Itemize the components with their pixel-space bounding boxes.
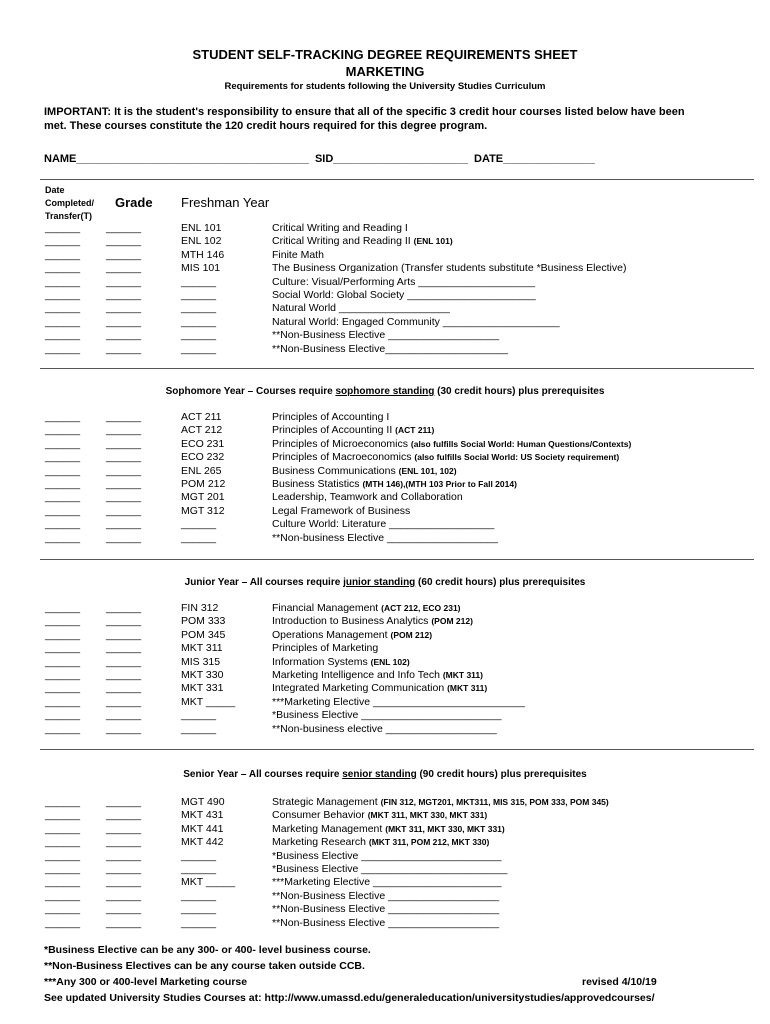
footnote-url[interactable]: See updated University Studies Courses at: http://www.umassd.edu/generaleducation/universitystudies/approvedcourses/: [44, 992, 655, 1004]
course-row: [0, 890, 770, 904]
course-title: Principles of Macroeconomics: [272, 451, 415, 464]
course-title: ***Marketing Elective ______________________: [272, 876, 502, 889]
course-name: [272, 329, 499, 343]
course-row: [0, 316, 770, 330]
course-row: [0, 669, 770, 683]
course-code: MKT 441: [181, 822, 224, 835]
date-completed-field[interactable]: ______: [45, 642, 81, 655]
course-name: [272, 491, 463, 505]
date-completed-field[interactable]: ______: [45, 916, 81, 929]
course-title: Business Statistics: [272, 478, 363, 490]
course-name: [272, 682, 487, 696]
course-row: [0, 629, 770, 643]
grade-field[interactable]: ______: [106, 836, 142, 849]
course-name: [272, 465, 457, 479]
course-row: [0, 615, 770, 629]
grade-field[interactable]: ______: [106, 722, 142, 735]
course-title: Natural World ___________________: [272, 302, 450, 315]
course-name: [272, 262, 626, 276]
page-subtitle: Requirements for students following the University Studies Curriculum: [224, 81, 546, 92]
course-name: [272, 615, 473, 629]
course-row: [0, 222, 770, 236]
important-line-1: IMPORTANT: It is the student's responsibility to ensure that all of the specific 3 credit hour courses listed below have been: [44, 106, 685, 118]
course-code: FIN 312: [181, 602, 219, 614]
date-completed-field[interactable]: ______: [45, 695, 81, 708]
course-code: ______: [181, 315, 217, 328]
grade-field[interactable]: ______: [106, 478, 142, 490]
grade-field[interactable]: ______: [106, 491, 142, 504]
course-title: **Non-Business Elective ___________________: [272, 889, 500, 902]
important-line-2: met. These courses constitute the 120 credit hours required for this degree program.: [44, 120, 488, 132]
course-row: [0, 276, 770, 290]
grade-field[interactable]: ______: [106, 615, 142, 628]
course-title: Strategic Management: [272, 796, 381, 808]
major-title: MARKETING: [345, 64, 425, 79]
course-code: ENL 102: [181, 235, 222, 248]
course-name: [272, 890, 499, 904]
course-name: [272, 863, 507, 877]
course-row: [0, 262, 770, 276]
course-code: ______: [181, 709, 217, 722]
course-row: [0, 850, 770, 864]
course-code: POM 345: [181, 628, 226, 641]
course-code: ENL 101: [181, 222, 222, 234]
grade-field[interactable]: ______: [106, 531, 142, 544]
course-code: ______: [181, 518, 217, 531]
course-row: [0, 823, 770, 837]
freshman-heading: Freshman Year: [181, 195, 270, 210]
course-name: [272, 876, 501, 890]
course-name: [272, 850, 501, 864]
grade-field[interactable]: ______: [106, 315, 142, 328]
divider: [40, 559, 754, 560]
course-prerequisite: (ACT 211): [395, 425, 435, 436]
course-name: [272, 478, 517, 492]
course-code: ______: [181, 889, 217, 902]
grade-field[interactable]: ______: [106, 424, 142, 437]
date-completed-field[interactable]: ______: [45, 289, 81, 301]
course-prerequisite: (MKT 311, POM 212, MKT 330): [368, 837, 490, 848]
course-row: [0, 682, 770, 696]
date-completed-field[interactable]: ______: [45, 411, 81, 423]
course-title: **Non-Business Elective ___________________: [272, 903, 500, 916]
grade-field[interactable]: ______: [106, 235, 142, 248]
course-name: [272, 602, 461, 616]
date-completed-field[interactable]: ______: [45, 615, 81, 628]
grade-field[interactable]: ______: [106, 849, 142, 862]
course-code: POM 212: [181, 478, 226, 490]
grade-field[interactable]: ______: [106, 822, 142, 835]
date-completed-field[interactable]: ______: [45, 424, 81, 437]
course-title: Consumer Behavior: [272, 809, 368, 822]
course-row: [0, 863, 770, 877]
course-title: **Non-Business Elective ___________________: [272, 329, 500, 342]
course-name: [272, 438, 631, 452]
grade-field[interactable]: ______: [106, 695, 142, 708]
course-title: Social World: Global Society ______________________: [272, 289, 536, 301]
course-title: Critical Writing and Reading II: [272, 235, 414, 248]
course-code: MGT 201: [181, 491, 225, 504]
course-title: Principles of Accounting II: [272, 424, 396, 437]
date-completed-field[interactable]: ______: [45, 491, 81, 504]
grade-field[interactable]: ______: [106, 504, 142, 517]
grade-field[interactable]: ______: [106, 809, 142, 822]
course-code: MIS 101: [181, 262, 221, 275]
course-title: Marketing Management: [272, 822, 386, 835]
course-row: [0, 876, 770, 890]
grade-field[interactable]: ______: [106, 248, 142, 261]
grade-field[interactable]: ______: [106, 464, 142, 477]
course-code: ______: [181, 302, 217, 315]
grade-field[interactable]: ______: [106, 796, 142, 808]
course-title: Marketing Research: [272, 836, 369, 849]
course-code: ______: [181, 916, 217, 929]
date-completed-field[interactable]: ______: [45, 669, 81, 681]
date-completed-field[interactable]: ______: [45, 329, 81, 342]
course-row: [0, 836, 770, 850]
course-name: [272, 451, 619, 465]
divider: [40, 368, 754, 369]
course-code: ______: [181, 849, 217, 862]
course-title: Principles of Microeconomics: [272, 437, 411, 450]
date-completed-field[interactable]: ______: [45, 863, 81, 875]
course-row: [0, 235, 770, 249]
date-completed-field[interactable]: ______: [45, 275, 81, 288]
date-completed-field[interactable]: ______: [45, 464, 81, 477]
grade-field[interactable]: ______: [106, 451, 142, 464]
course-name: [272, 505, 410, 519]
course-prerequisite: (MKT 311, MKT 330, MKT 331): [385, 823, 505, 834]
course-name: [272, 642, 378, 656]
course-name: [272, 235, 453, 249]
course-row: [0, 532, 770, 546]
grade-field[interactable]: ______: [106, 262, 142, 275]
date-completed-field[interactable]: ______: [45, 655, 81, 668]
course-code: ______: [181, 329, 217, 342]
date-completed-field[interactable]: ______: [45, 682, 81, 695]
course-row: [0, 505, 770, 519]
grade-field[interactable]: ______: [106, 889, 142, 902]
course-code: ______: [181, 722, 217, 735]
date-completed-field[interactable]: ______: [45, 709, 81, 722]
course-row: [0, 656, 770, 670]
date-completed-field[interactable]: ______: [45, 518, 81, 531]
course-code: ______: [181, 531, 217, 544]
course-row: [0, 411, 770, 425]
date-completed-field[interactable]: ______: [45, 437, 81, 450]
grade-field[interactable]: ______: [106, 709, 142, 722]
course-code: MKT _____: [181, 695, 236, 708]
grade-field[interactable]: ______: [106, 682, 142, 695]
course-prerequisite: (also fulfills Social World: US Society requirement): [414, 452, 620, 463]
date-completed-field[interactable]: ______: [45, 235, 81, 248]
course-code: ACT 211: [181, 411, 222, 423]
course-row: [0, 796, 770, 810]
course-name: [272, 532, 498, 546]
course-code: POM 333: [181, 615, 226, 628]
course-code: ECO 232: [181, 451, 225, 464]
course-title: Natural World: Engaged Community ____________________: [272, 315, 560, 328]
course-name: [272, 917, 499, 931]
course-prerequisite: (MKT 311): [442, 670, 483, 680]
course-row: [0, 696, 770, 710]
course-prerequisite: (POM 212): [390, 629, 433, 640]
junior-heading: Junior Year – All courses require junior standing (60 credit hours) plus prerequisites: [184, 577, 586, 588]
grade-field[interactable]: ______: [106, 642, 142, 655]
course-name: [272, 629, 432, 643]
course-title: **Non-Business Elective_____________________: [272, 342, 508, 355]
course-code: MKT 330: [181, 669, 224, 681]
grade-field[interactable]: ______: [106, 518, 142, 531]
course-title: Critical Writing and Reading I: [272, 222, 408, 234]
course-title: *Business Elective ________________________: [272, 849, 502, 862]
course-title: Leadership, Teamwork and Collaboration: [272, 491, 463, 504]
course-prerequisite: (ENL 101): [413, 236, 453, 247]
course-row: [0, 249, 770, 263]
course-code: ECO 231: [181, 437, 225, 450]
date-completed-field[interactable]: ______: [45, 222, 81, 234]
grade-col-header: Grade: [115, 195, 153, 210]
course-title: Introduction to Business Analytics: [272, 615, 432, 628]
course-row: [0, 723, 770, 737]
course-name: [272, 696, 525, 710]
date-completed-field[interactable]: ______: [45, 531, 81, 544]
course-row: [0, 518, 770, 532]
course-row: [0, 709, 770, 723]
course-title: **Non-business Elective ___________________: [272, 531, 498, 544]
course-prerequisite: (MKT 311, MKT 330, MKT 331): [367, 810, 488, 821]
course-prerequisite: (MTH 146),(MTH 103 Prior to Fall 2014): [362, 479, 517, 489]
date-completed-field[interactable]: ______: [45, 836, 81, 849]
date-completed-field[interactable]: ______: [45, 903, 81, 916]
grade-field[interactable]: ______: [106, 289, 142, 301]
course-name: [272, 823, 505, 837]
sophomore-heading: Sophomore Year – Courses require sophomore standing (30 credit hours) plus prerequisites: [165, 386, 605, 397]
course-title: Finite Math: [272, 248, 324, 261]
course-code: ______: [181, 863, 217, 875]
course-code: MKT _____: [181, 876, 236, 889]
date-completed-field[interactable]: ______: [45, 302, 81, 315]
course-title: *Business Elective ________________________: [272, 709, 502, 722]
grade-field[interactable]: ______: [106, 876, 142, 889]
date-completed-field[interactable]: ______: [45, 478, 81, 490]
course-title: Marketing Intelligence and Info Tech: [272, 669, 443, 681]
grade-field[interactable]: ______: [106, 437, 142, 450]
course-row: [0, 642, 770, 656]
course-row: [0, 438, 770, 452]
course-title: Business Communications: [272, 464, 399, 477]
course-name: [272, 343, 508, 357]
course-prerequisite: (also fulfills Social World: Human Questions/Contexts): [410, 438, 632, 449]
course-prerequisite: (ACT 212, ECO 231): [381, 603, 461, 613]
date-completed-field[interactable]: ______: [45, 504, 81, 517]
grade-field[interactable]: ______: [106, 222, 142, 234]
course-title: Operations Management: [272, 628, 391, 641]
course-title: *Business Elective _________________________: [272, 863, 508, 875]
date-completed-field[interactable]: ______: [45, 822, 81, 835]
date-col-header-2: Completed/: [45, 198, 95, 208]
course-title: Culture: Visual/Performing Arts ____________________: [272, 275, 536, 288]
course-code: MIS 315: [181, 655, 221, 668]
date-col-header-3: Transfer(T): [45, 211, 93, 221]
course-code: ______: [181, 275, 217, 288]
grade-field[interactable]: ______: [106, 329, 142, 342]
revised-date: revised 4/10/19: [582, 976, 657, 988]
grade-field[interactable]: ______: [106, 411, 142, 423]
grade-field[interactable]: ______: [106, 863, 142, 875]
course-row: [0, 809, 770, 823]
course-row: [0, 289, 770, 303]
course-row: [0, 424, 770, 438]
grade-field[interactable]: ______: [106, 903, 142, 916]
date-completed-field[interactable]: ______: [45, 722, 81, 735]
footnote-business-elective: *Business Elective can be any 300- or 400- level business course.: [44, 944, 371, 956]
date-completed-field[interactable]: ______: [45, 602, 81, 614]
date-completed-field[interactable]: ______: [45, 889, 81, 902]
course-title: **Non-Business Elective ___________________: [272, 916, 500, 929]
date-col-header-1: Date: [45, 185, 65, 195]
course-name: [272, 836, 489, 850]
grade-field[interactable]: ______: [106, 655, 142, 668]
course-title: Principles of Accounting I: [272, 411, 390, 423]
course-code: ACT 212: [181, 424, 223, 437]
grade-field[interactable]: ______: [106, 342, 142, 355]
course-row: [0, 343, 770, 357]
date-completed-field[interactable]: ______: [45, 315, 81, 328]
date-completed-field[interactable]: ______: [45, 342, 81, 355]
course-name: [272, 809, 487, 823]
course-code: ENL 265: [181, 464, 222, 477]
course-title: ***Marketing Elective __________________________: [272, 695, 525, 708]
grade-field[interactable]: ______: [106, 916, 142, 929]
course-code: ______: [181, 289, 217, 301]
grade-field[interactable]: ______: [106, 275, 142, 288]
grade-field[interactable]: ______: [106, 302, 142, 315]
course-title: Integrated Marketing Communication: [272, 682, 448, 695]
course-name: [272, 424, 434, 438]
date-completed-field[interactable]: ______: [45, 849, 81, 862]
course-title: The Business Organization (Transfer students substitute *Business Elective): [272, 262, 627, 275]
course-code: MTH 146: [181, 248, 225, 261]
course-code: MKT 431: [181, 809, 224, 822]
course-prerequisite: (FIN 312, MGT201, MKT311, MIS 315, POM 333, POM 345): [380, 797, 609, 807]
date-completed-field[interactable]: ______: [45, 628, 81, 641]
course-name: [272, 289, 536, 303]
course-code: MGT 312: [181, 504, 225, 517]
course-code: ______: [181, 903, 217, 916]
course-name: [272, 518, 494, 532]
course-code: ______: [181, 342, 217, 355]
course-name: [272, 302, 450, 316]
divider: [40, 179, 754, 180]
date-completed-field[interactable]: ______: [45, 248, 81, 261]
course-row: [0, 491, 770, 505]
course-title: **Non-business elective ___________________: [272, 722, 497, 735]
course-row: [0, 903, 770, 917]
name-sid-date-fields[interactable]: NAME______________________________________ SID______________________ DATE_______________: [44, 153, 595, 165]
course-name: [272, 656, 410, 670]
course-code: MGT 490: [181, 796, 225, 808]
footnote-marketing-elective: ***Any 300 or 400-level Marketing course: [44, 976, 248, 988]
course-name: [272, 222, 408, 236]
course-row: [0, 917, 770, 931]
course-name: [272, 903, 499, 917]
course-row: [0, 302, 770, 316]
course-name: [272, 669, 483, 683]
course-row: [0, 465, 770, 479]
course-title: Financial Management: [272, 602, 382, 614]
course-title: Information Systems: [272, 655, 371, 668]
date-completed-field[interactable]: ______: [45, 262, 81, 275]
date-completed-field[interactable]: ______: [45, 451, 81, 464]
course-name: [272, 411, 389, 425]
course-prerequisite: (MKT 311): [447, 683, 488, 694]
course-row: [0, 602, 770, 616]
course-prerequisite: (ENL 102): [370, 656, 410, 667]
date-completed-field[interactable]: ______: [45, 809, 81, 822]
grade-field[interactable]: ______: [106, 669, 142, 681]
course-code: MKT 331: [181, 682, 224, 695]
course-name: [272, 709, 501, 723]
course-name: [272, 723, 497, 737]
course-row: [0, 329, 770, 343]
divider: [40, 749, 754, 750]
senior-heading: Senior Year – All courses require senior standing (90 credit hours) plus prerequisites: [183, 769, 587, 780]
footnote-non-business-elective: **Non-Business Electives can be any course taken outside CCB.: [44, 960, 365, 972]
course-code: MKT 311: [181, 642, 223, 655]
course-name: [272, 249, 324, 263]
date-completed-field[interactable]: ______: [45, 796, 81, 808]
grade-field[interactable]: ______: [106, 602, 142, 614]
date-completed-field[interactable]: ______: [45, 876, 81, 889]
course-title: Principles of Marketing: [272, 642, 379, 655]
course-row: [0, 451, 770, 465]
course-name: [272, 276, 535, 290]
course-title: Culture World: Literature __________________: [272, 518, 495, 531]
course-name: [272, 796, 609, 810]
grade-field[interactable]: ______: [106, 628, 142, 641]
course-row: [0, 478, 770, 492]
course-name: [272, 316, 560, 330]
course-prerequisite: (ENL 101, 102): [398, 465, 457, 476]
course-prerequisite: (POM 212): [431, 616, 473, 627]
course-title: Legal Framework of Business: [272, 504, 411, 517]
course-code: MKT 442: [181, 836, 224, 849]
page-title: STUDENT SELF-TRACKING DEGREE REQUIREMENTS SHEET: [192, 47, 578, 62]
